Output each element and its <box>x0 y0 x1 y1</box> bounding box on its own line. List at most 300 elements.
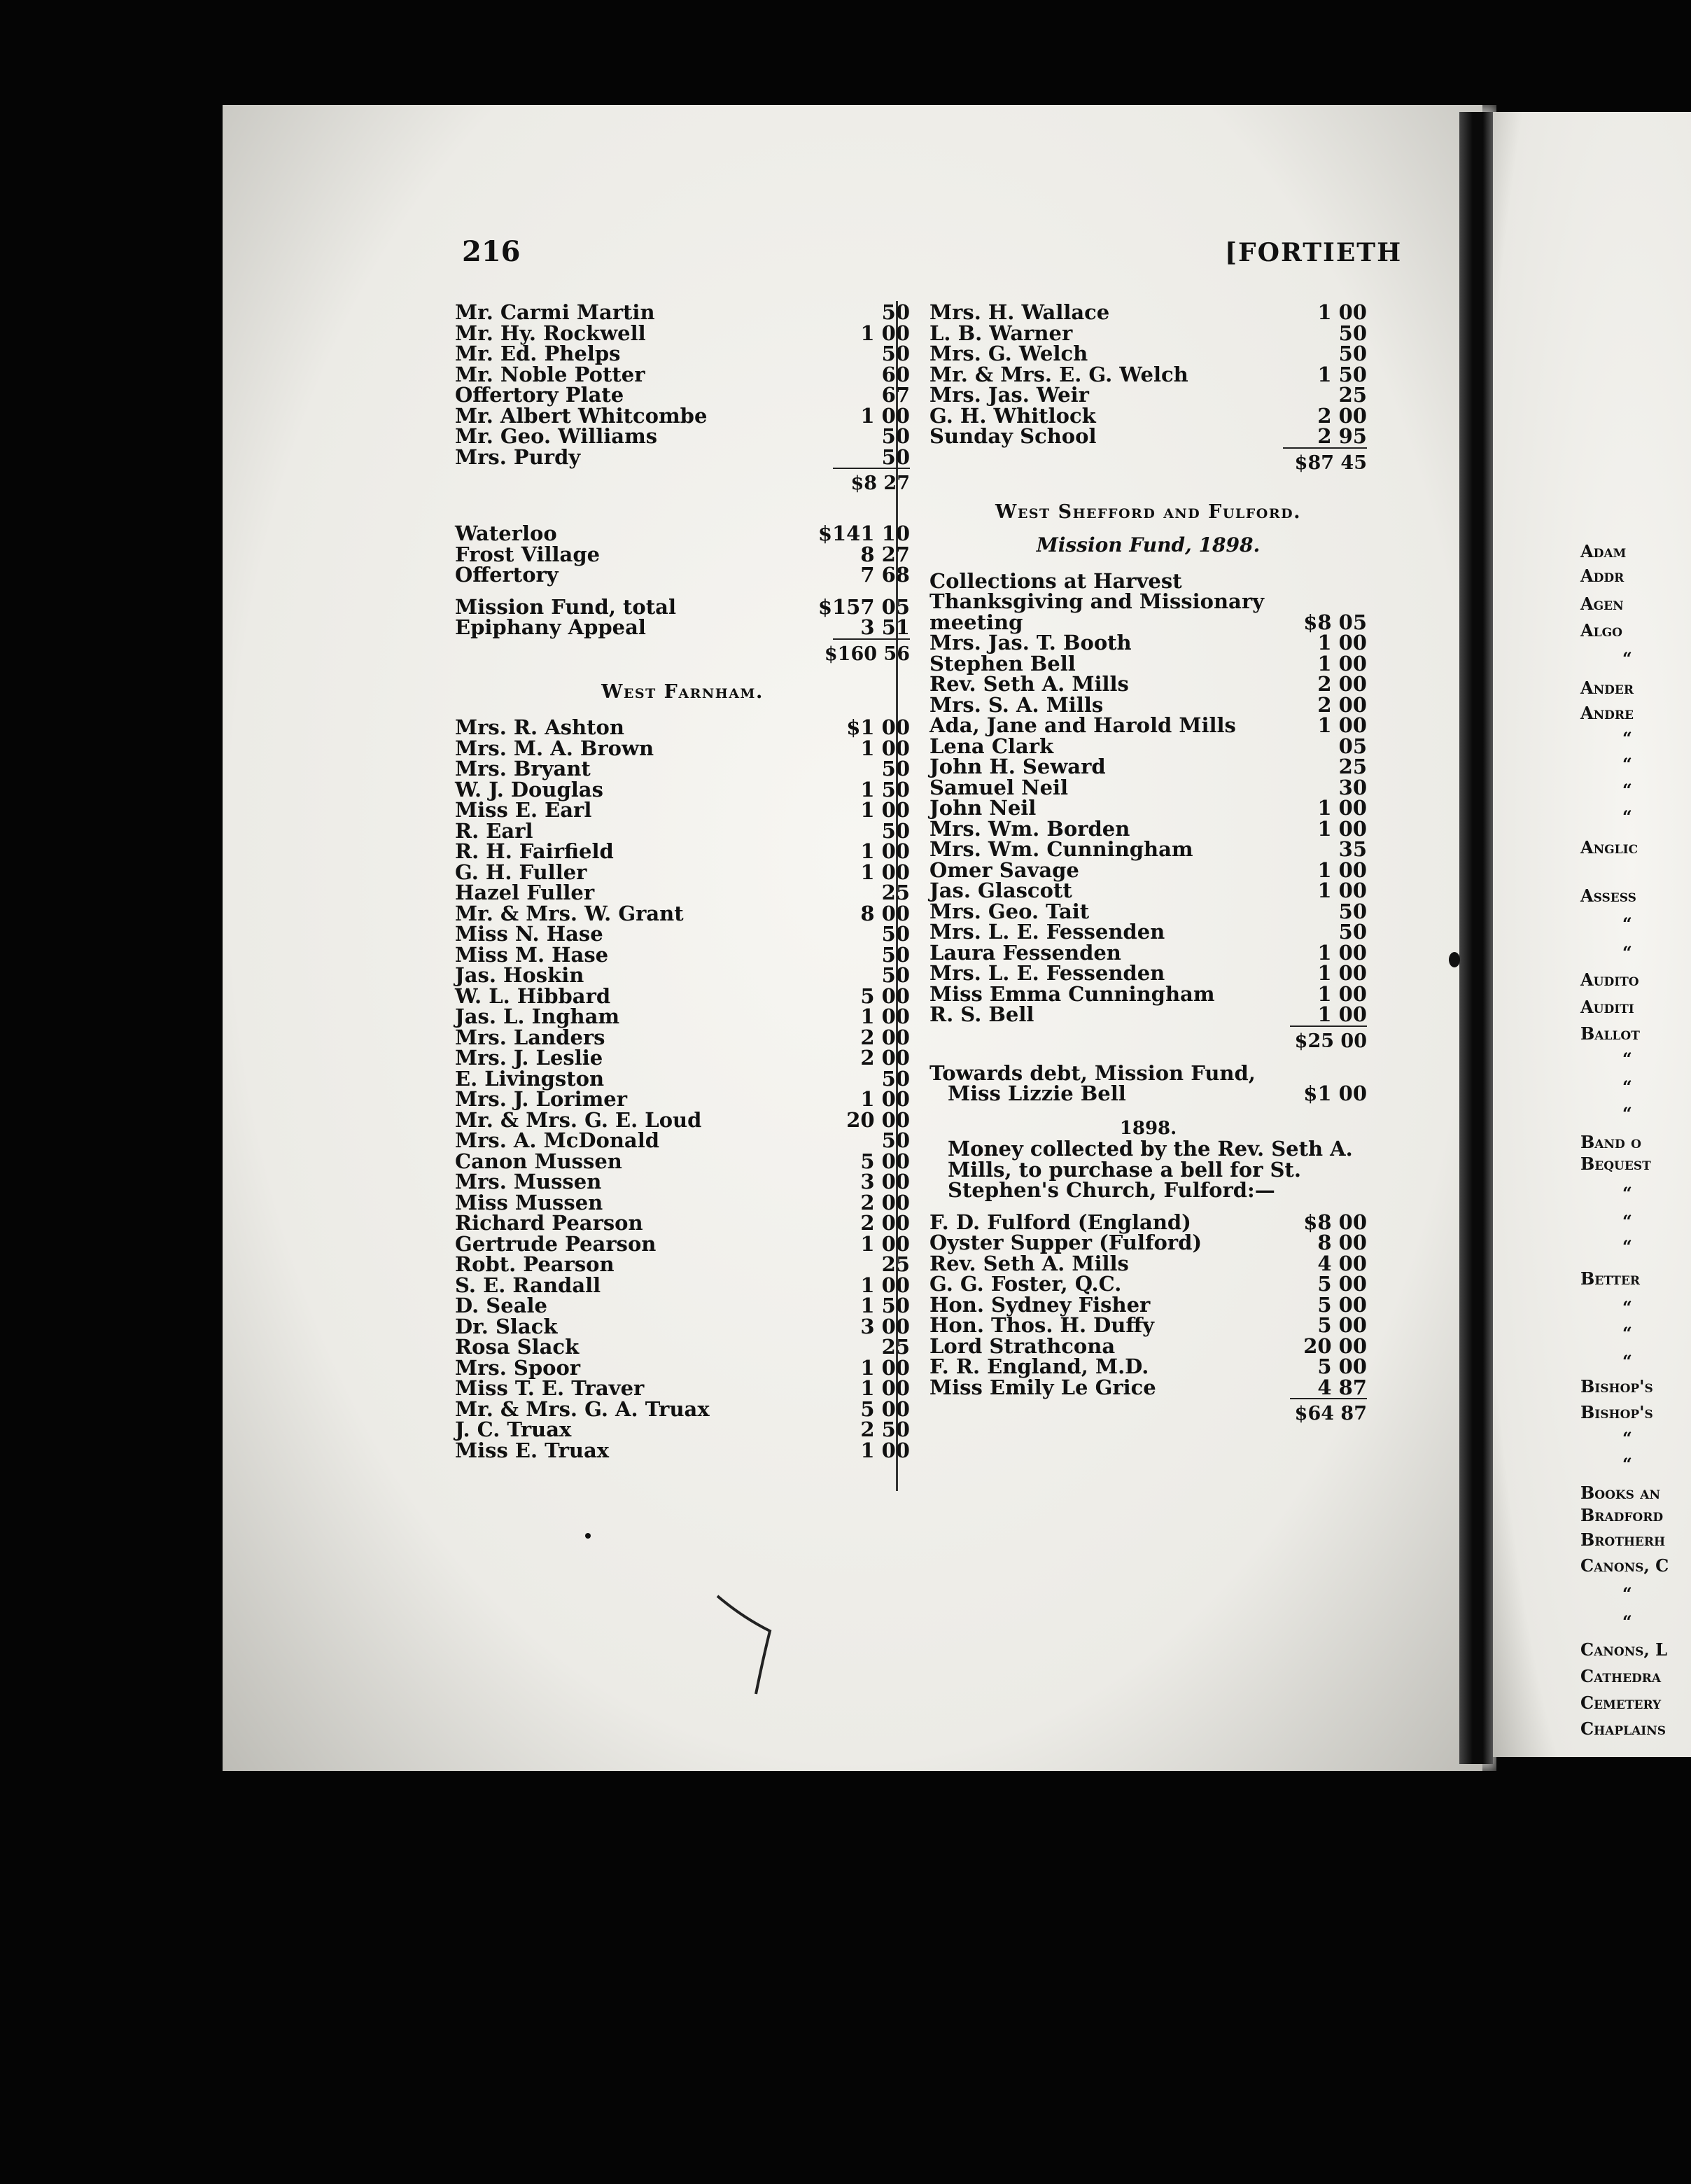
amount: 4 00 <box>1317 1251 1367 1275</box>
ink-speck <box>585 1533 591 1539</box>
amount: 1 00 <box>860 1004 910 1028</box>
ledger-row <box>929 1292 1367 1317</box>
donor-name: Stephen Bell <box>929 651 1076 676</box>
ledger-row <box>455 1130 910 1152</box>
amount: 8 00 <box>1317 1231 1367 1254</box>
amount: 25 <box>881 1252 910 1276</box>
running-title: [FORTIETH <box>1225 238 1403 267</box>
donor-name: Mrs. A. McDonald <box>455 1128 660 1152</box>
donor-name: Dr. Slack <box>455 1314 558 1338</box>
ledger-row <box>455 362 910 386</box>
amount: 25 <box>1338 383 1367 407</box>
amount: 5 00 <box>1317 1272 1367 1296</box>
donor-name: Rev. Seth A. Mills <box>929 1251 1129 1275</box>
index-entry: Addr <box>1580 566 1625 586</box>
amount: 1 00 <box>1317 816 1367 841</box>
index-entry: Agen <box>1580 594 1624 614</box>
ledger-row <box>929 715 1367 736</box>
ledger-row <box>929 981 1367 1006</box>
total-amount: $25 00 <box>1294 1030 1367 1052</box>
amount: 1 00 <box>1317 858 1367 882</box>
amount: 1 00 <box>1317 1002 1367 1026</box>
donor-name: L. B. Warner <box>929 321 1073 345</box>
index-entry: Bequest <box>1580 1154 1651 1174</box>
index-entry: Assess <box>1580 886 1636 906</box>
amount: 1 00 <box>1317 878 1367 902</box>
ledger-row <box>929 651 1367 676</box>
amount: 1 00 <box>860 1355 910 1380</box>
ledger-row <box>455 1004 910 1028</box>
amount: 5 00 <box>860 1149 910 1173</box>
donor-name: Mr. Geo. Williams <box>455 424 658 448</box>
amount: 50 <box>881 942 910 967</box>
amount: $8 00 <box>1303 1210 1367 1234</box>
amount: 1 00 <box>860 1438 910 1462</box>
ledger-row <box>455 1107 910 1132</box>
index-entry: Chaplains <box>1580 1718 1667 1739</box>
donor-name: Miss E. Earl <box>455 798 592 822</box>
amount: 4 87 <box>1317 1375 1367 1399</box>
ledger-row <box>455 426 910 447</box>
amount: 50 <box>1338 342 1367 365</box>
total-amount: $64 87 <box>1294 1403 1367 1424</box>
donor-name: Miss Mussen <box>455 1190 603 1214</box>
amount: 50 <box>881 444 910 469</box>
amount: 1 00 <box>860 321 910 345</box>
ledger-row <box>929 302 1367 323</box>
amount: 67 <box>881 383 910 407</box>
index-entry: Canons, C <box>1580 1555 1669 1576</box>
donor-name: Mrs. L. E. Fessenden <box>929 961 1165 985</box>
donor-name: Jas. L. Ingham <box>455 1004 620 1028</box>
ledger-row <box>455 738 910 760</box>
ledger-row <box>455 1190 910 1214</box>
amount: 5 00 <box>860 983 910 1008</box>
collections-entry <box>929 568 1367 634</box>
donor-name: Rev. Seth A. Mills <box>929 672 1129 696</box>
ledger-row <box>455 818 910 843</box>
donor-name: Mr. & Mrs. E. G. Welch <box>929 362 1188 386</box>
ledger-row <box>929 1354 1367 1378</box>
amount: 50 <box>881 1128 910 1152</box>
donor-name: Oyster Supper (Fulford) <box>929 1231 1202 1254</box>
donor-name: Mrs. Wm. Cunningham <box>929 837 1193 861</box>
ledger-row <box>455 594 910 619</box>
amount: 2 00 <box>1317 672 1367 696</box>
ledger-row <box>929 426 1367 447</box>
ledger-row <box>929 1336 1367 1357</box>
amount: 1 00 <box>1317 651 1367 676</box>
amount: 2 95 <box>1317 424 1367 448</box>
amount: 5 00 <box>1317 1313 1367 1337</box>
section-subheading: Mission Fund, 1898. <box>1036 533 1261 556</box>
ledger-row <box>455 1314 910 1338</box>
donor-name: Epiphany Appeal <box>455 615 646 639</box>
donor-name: Sunday School <box>929 424 1097 448</box>
amount: 25 <box>881 881 910 904</box>
ledger-row <box>455 883 910 904</box>
debt-line-2: Miss Lizzie Bell $1 00 <box>948 1082 1367 1105</box>
donor-name: Richard Pearson <box>455 1211 643 1235</box>
collections-amount: $8 05 <box>1303 610 1367 634</box>
amount: 2 00 <box>860 1025 910 1049</box>
ledger-row <box>929 674 1367 695</box>
donor-name: E. Livingston <box>455 1066 605 1091</box>
donor-name: J. C. Truax <box>455 1418 572 1441</box>
donor-name: Omer Savage <box>929 858 1079 882</box>
index-entry: Bishop's <box>1580 1376 1653 1396</box>
donor-name: Waterloo <box>455 522 557 545</box>
donor-name: Mr. & Mrs. G. E. Loud <box>455 1107 702 1132</box>
total-row <box>455 640 910 668</box>
donor-name: Mrs. G. Welch <box>929 342 1088 365</box>
ledger-row <box>455 1149 910 1173</box>
donor-name: Miss M. Hase <box>455 942 609 967</box>
index-entry: Anglic <box>1580 837 1639 858</box>
amount: 1 00 <box>860 1376 910 1400</box>
west-farnham-list <box>455 715 910 1462</box>
donor-name: Mrs. H. Wallace <box>929 300 1110 324</box>
ditto-mark: “ <box>1622 806 1632 827</box>
ledger-row <box>455 942 910 967</box>
ledger-row <box>929 385 1367 406</box>
ledger-row <box>929 1004 1367 1026</box>
right-block-1 <box>929 302 1367 447</box>
amount: 1 00 <box>1317 940 1367 965</box>
ink-speck <box>1449 952 1460 967</box>
amount: $1 00 <box>846 715 910 739</box>
donor-name: Mrs. Wm. Borden <box>929 816 1130 841</box>
ledger-row <box>929 692 1367 717</box>
amount: 20 00 <box>1303 1334 1367 1358</box>
index-entry: Cathedra <box>1580 1666 1662 1686</box>
donor-name: Robt. Pearson <box>455 1252 615 1276</box>
amount: 25 <box>881 1335 910 1359</box>
total-row <box>455 469 910 497</box>
section-heading: West Shefford and Fulford. <box>995 500 1301 523</box>
ledger-row <box>455 1420 910 1441</box>
donor-name: Mr. Carmi Martin <box>455 300 655 324</box>
index-entry: Canons, L <box>1580 1639 1668 1660</box>
ledger-row <box>929 757 1367 778</box>
amount: 1 00 <box>860 1231 910 1256</box>
ledger-row <box>455 924 910 945</box>
donor-name: Samuel Neil <box>929 775 1069 799</box>
ledger-row <box>455 344 910 365</box>
amount: 1 00 <box>860 736 910 760</box>
donor-name: D. Seale <box>455 1294 547 1317</box>
ditto-mark: “ <box>1622 1077 1632 1097</box>
donor-name: Frost Village <box>455 542 601 566</box>
ditto-mark: “ <box>1622 1049 1632 1069</box>
ledger-row <box>455 1275 910 1296</box>
donor-name: Offertory <box>455 563 559 587</box>
amount: 1 00 <box>1317 300 1367 324</box>
donor-name: Hon. Thos. H. Duffy <box>929 1313 1155 1337</box>
amount: 35 <box>1338 837 1367 861</box>
amount: 1 50 <box>860 1294 910 1317</box>
total-amount: $160 56 <box>824 643 910 665</box>
amount: 50 <box>1338 321 1367 345</box>
amount: 1 50 <box>1317 362 1367 386</box>
amount: 5 00 <box>1317 1354 1367 1378</box>
ditto-mark: “ <box>1622 1611 1632 1632</box>
ditto-mark: “ <box>1622 1236 1632 1256</box>
ledger-row <box>929 323 1367 344</box>
bell-description: Money collected by the Rev. Seth A. Mills, to purchase a bell for St. Stephen's Church, Fulford:— <box>948 1137 1353 1202</box>
index-entry: Bishop's <box>1580 1402 1653 1422</box>
ledger-row <box>455 1378 910 1399</box>
ledger-row <box>929 940 1367 965</box>
total-amount: $8 27 <box>850 472 910 494</box>
ledger-row <box>929 1251 1367 1275</box>
amount: 1 00 <box>860 839 910 863</box>
ditto-mark: “ <box>1622 728 1632 748</box>
ledger-row <box>455 1231 910 1256</box>
amount: 8 00 <box>860 901 910 925</box>
donor-name: Mrs. S. A. Mills <box>929 692 1104 717</box>
ledger-row <box>929 922 1367 943</box>
ledger-row <box>455 1355 910 1380</box>
ledger-row <box>455 1213 910 1234</box>
ledger-row <box>455 1396 910 1421</box>
book-gutter <box>1459 112 1493 1764</box>
index-entry: Audito <box>1580 969 1639 990</box>
amount: 7 68 <box>860 563 910 587</box>
donor-name: Mrs. Jas. T. Booth <box>929 631 1132 654</box>
donor-name: Mr. Hy. Rockwell <box>455 321 646 345</box>
index-entry: Algo <box>1580 620 1622 640</box>
page-number: 216 <box>462 235 521 268</box>
total-amount: $87 45 <box>1294 451 1367 474</box>
ditto-mark: “ <box>1622 1428 1632 1448</box>
donor-name: W. J. Douglas <box>455 777 603 802</box>
ditto-mark: “ <box>1622 913 1632 934</box>
amount: 3 00 <box>860 1170 910 1194</box>
ditto-mark: “ <box>1622 1323 1632 1343</box>
index-entry: Brotherh <box>1580 1530 1666 1550</box>
ledger-row <box>455 777 910 802</box>
amount: 1 00 <box>1317 713 1367 737</box>
amount: 1 00 <box>1317 631 1367 654</box>
donor-name: Mrs. J. Lorimer <box>455 1087 628 1111</box>
ditto-mark: “ <box>1622 1183 1632 1203</box>
amount: 5 00 <box>860 1396 910 1421</box>
index-entry: Andre <box>1580 703 1634 723</box>
left-block-3 <box>455 594 910 639</box>
amount: 1 00 <box>860 860 910 884</box>
ledger-row <box>929 1233 1367 1254</box>
donor-name: Canon Mussen <box>455 1149 622 1173</box>
index-entry: Ander <box>1580 678 1634 698</box>
donor-name: Hon. Sydney Fisher <box>929 1292 1151 1317</box>
ledger-row <box>455 1296 910 1317</box>
amount: 20 00 <box>846 1107 910 1132</box>
ditto-mark: “ <box>1622 942 1632 962</box>
amount: $157 05 <box>818 594 910 619</box>
amount: 50 <box>1338 920 1367 944</box>
amount: $141 10 <box>818 522 910 545</box>
donor-name: Mr. Ed. Phelps <box>455 342 621 365</box>
ledger-row <box>455 1048 910 1069</box>
ledger-row <box>455 800 910 821</box>
ledger-row <box>929 403 1367 428</box>
index-entry: Cemetery <box>1580 1693 1662 1713</box>
ledger-row <box>455 862 910 883</box>
donor-name: Lord Strathcona <box>929 1334 1116 1358</box>
donor-name: Mrs. Geo. Tait <box>929 899 1090 923</box>
ledger-row <box>929 362 1367 386</box>
year-heading: 1898. <box>1119 1117 1177 1139</box>
donor-name: Ada, Jane and Harold Mills <box>929 713 1236 737</box>
ditto-mark: “ <box>1622 1351 1632 1371</box>
amount: 5 00 <box>1317 1292 1367 1317</box>
donor-name: Mission Fund, total <box>455 594 676 619</box>
amount: 8 27 <box>860 542 910 566</box>
ledger-row <box>929 1375 1367 1399</box>
index-entry: Better <box>1580 1268 1641 1289</box>
amount: 50 <box>881 300 910 324</box>
ledger-row <box>929 633 1367 654</box>
donor-name: S. E. Randall <box>455 1273 601 1297</box>
left-column <box>455 302 910 1461</box>
left-block-2 <box>455 524 910 586</box>
index-entry: Bradford <box>1580 1505 1664 1525</box>
donor-name: Jas. Hoskin <box>455 963 584 987</box>
ledger-row <box>455 841 910 862</box>
amount: 2 00 <box>860 1046 910 1070</box>
amount: 1 50 <box>860 777 910 802</box>
ledger-row <box>455 524 910 545</box>
ditto-mark: “ <box>1622 648 1632 668</box>
donor-name: Miss Emma Cunningham <box>929 981 1215 1006</box>
ledger-row <box>929 798 1367 819</box>
amount: 2 00 <box>1317 403 1367 428</box>
amount: 1 00 <box>860 798 910 822</box>
donor-name: Miss T. E. Traver <box>455 1376 645 1400</box>
amount: 50 <box>881 757 910 780</box>
index-entry: Auditi <box>1580 997 1634 1017</box>
section-heading: West Farnham. <box>601 680 764 703</box>
ditto-mark: “ <box>1622 754 1632 774</box>
ledger-row <box>455 1254 910 1275</box>
donor-name: Lena Clark <box>929 734 1054 758</box>
donor-name: Mrs. Mussen <box>455 1170 602 1194</box>
donor-name: G. H. Whitlock <box>929 403 1096 428</box>
amount: 1 00 <box>860 1273 910 1297</box>
donor-name: Hazel Fuller <box>455 881 595 904</box>
donor-name: John Neil <box>929 796 1037 820</box>
donor-name: Mr. Albert Whitcombe <box>455 403 708 428</box>
donor-name: Miss N. Hase <box>455 922 603 946</box>
amount: 50 <box>881 818 910 843</box>
ditto-mark: “ <box>1622 1297 1632 1317</box>
donor-name: Mrs. Spoor <box>455 1355 581 1380</box>
ledger-row <box>929 860 1367 881</box>
amount: 50 <box>1338 899 1367 923</box>
donor-name: Rosa Slack <box>455 1335 580 1359</box>
donor-name: Mrs. Bryant <box>455 757 591 780</box>
amount: 1 00 <box>1317 981 1367 1006</box>
left-block-1 <box>455 302 910 468</box>
ledger-row <box>455 542 910 566</box>
amount: 3 51 <box>860 615 910 639</box>
index-entry: Books an <box>1580 1483 1661 1503</box>
donor-name: Laura Fessenden <box>929 940 1121 965</box>
ledger-row <box>455 617 910 638</box>
ledger-row <box>929 963 1367 984</box>
ledger-row <box>455 302 910 323</box>
amount: 2 00 <box>860 1211 910 1235</box>
scratch-mark <box>714 1589 784 1715</box>
ditto-mark: “ <box>1622 1211 1632 1231</box>
debt-line-1: Towards debt, Mission Fund, <box>929 1060 1256 1085</box>
ledger-row <box>455 1066 910 1091</box>
amount: 2 00 <box>860 1190 910 1214</box>
amount: 1 00 <box>860 1087 910 1111</box>
donor-name: Mr. & Mrs. W. Grant <box>455 901 684 925</box>
amount: 3 00 <box>860 1314 910 1338</box>
amount: 2 00 <box>1317 692 1367 717</box>
bell-fund-list <box>929 1212 1367 1399</box>
donor-name: Miss E. Truax <box>455 1438 610 1462</box>
donor-name: Jas. Glascott <box>929 878 1072 902</box>
ledger-row <box>455 1025 910 1049</box>
ledger-row <box>929 839 1367 860</box>
ledger-row <box>929 344 1367 365</box>
amount: 50 <box>881 342 910 365</box>
ledger-row <box>455 444 910 469</box>
total-row <box>929 449 1367 477</box>
donor-name: Offertory Plate <box>455 383 624 407</box>
total-row <box>929 1027 1367 1055</box>
donor-name: W. L. Hibbard <box>455 983 611 1008</box>
right-column <box>929 302 1367 1427</box>
ledger-row <box>455 323 910 344</box>
ledger-row <box>455 1337 910 1358</box>
index-entry: Ballot <box>1580 1023 1640 1044</box>
total-row <box>929 1399 1367 1427</box>
amount: 50 <box>881 1066 910 1091</box>
ledger-row <box>455 1089 910 1110</box>
index-entry: Band o <box>1580 1132 1641 1152</box>
ledger-row <box>455 715 910 739</box>
ledger-row <box>455 565 910 586</box>
ledger-row <box>929 816 1367 841</box>
ledger-row <box>455 983 910 1008</box>
donor-name: R. Earl <box>455 818 533 843</box>
ledger-row <box>455 901 910 925</box>
donor-name: Mrs. Landers <box>455 1025 605 1049</box>
ledger-row <box>929 1274 1367 1295</box>
donor-name: F. D. Fulford (England) <box>929 1210 1191 1234</box>
amount: 25 <box>1338 755 1367 778</box>
ledger-row <box>455 1172 910 1193</box>
ledger-row <box>455 965 910 986</box>
ledger-row <box>929 878 1367 902</box>
ditto-mark: “ <box>1622 1103 1632 1124</box>
donor-name: Mr. Noble Potter <box>455 362 645 386</box>
donor-name: Mr. & Mrs. G. A. Truax <box>455 1396 710 1421</box>
collections-text: Collections at Harvest Thanksgiving and Missionary meeting <box>929 568 1264 634</box>
donor-name: R. S. Bell <box>929 1002 1034 1026</box>
amount: 50 <box>881 922 910 946</box>
amount: 50 <box>881 424 910 448</box>
donor-name: Mrs. R. Ashton <box>455 715 624 739</box>
ledger-row <box>455 385 910 406</box>
donor-name: G. G. Foster, Q.C. <box>929 1272 1122 1296</box>
amount: 1 00 <box>1317 796 1367 820</box>
